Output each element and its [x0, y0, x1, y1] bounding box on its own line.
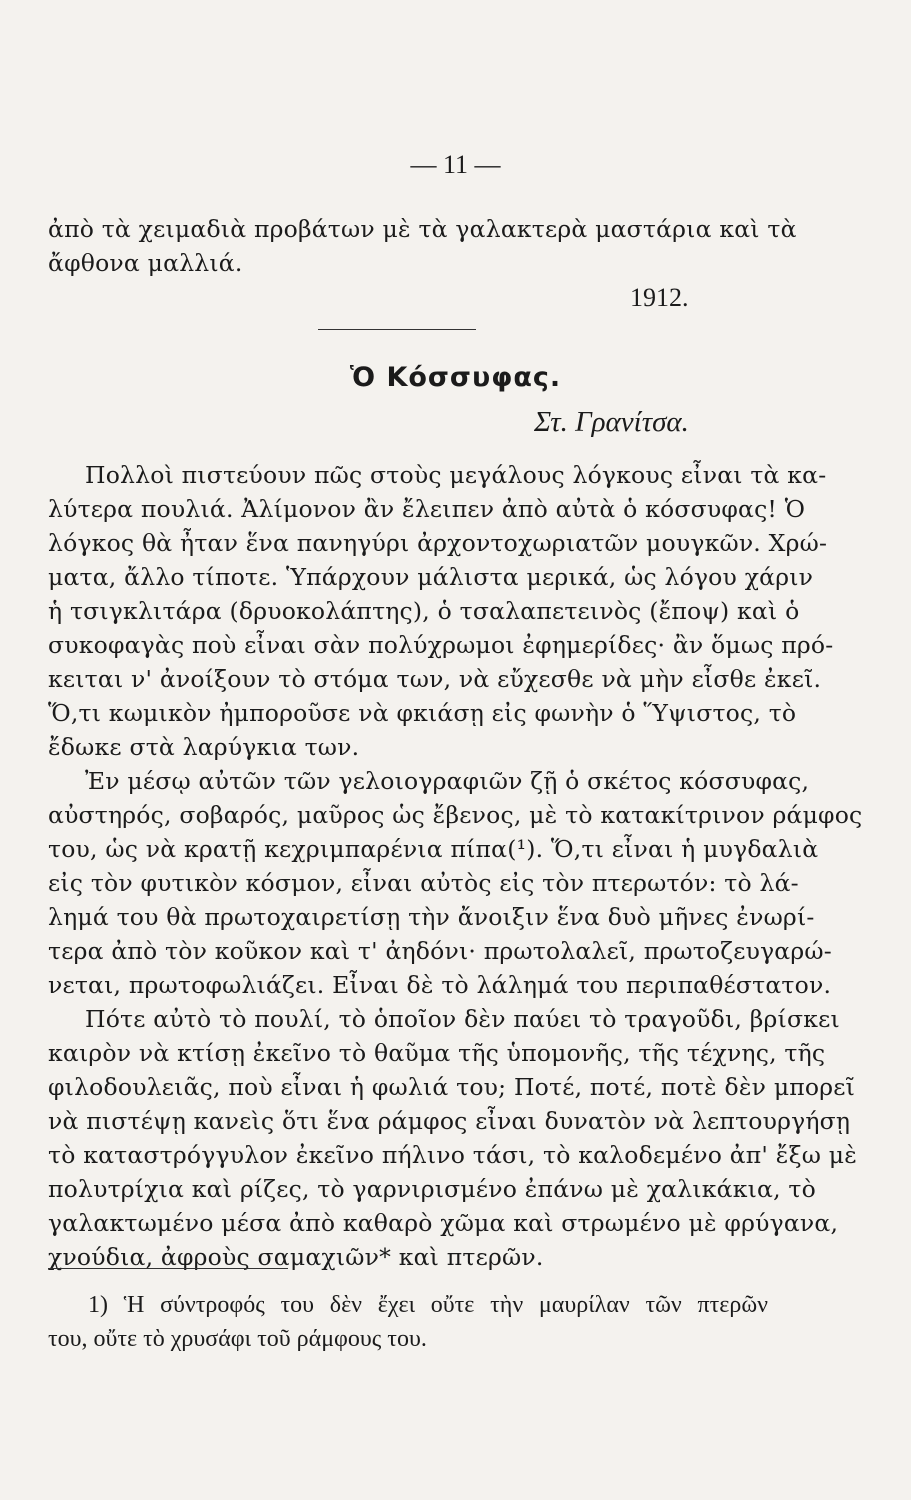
page-number: — 11 —: [410, 150, 501, 179]
paragraph-line: ἡ τσιγκλιτάρα (δρυοκολάπτης), ὁ τσαλαπετεινὸς (ἔποψ) καὶ ὁ: [48, 597, 800, 625]
paragraph-line: ματα, ἄλλο τίποτε. Ὑπάρχουν μάλιστα μερικά, ὡς λόγου χάριν: [48, 563, 814, 591]
date-year: 1912.: [630, 283, 689, 312]
paragraph-line: τερα ἀπὸ τὸν κοῦκον καὶ τ' ἀηδόνι· πρωτολαλεῖ, πρωτοζευγαρώ-: [48, 937, 832, 965]
paragraph-line: τὸ καταστρόγγυλον ἐκεῖνο πήλινο τάσι, τὸ καλοδεμένο ἀπ' ἔξω μὲ: [48, 1141, 858, 1169]
poem-title: Ὁ Κόσσυφας.: [349, 362, 562, 393]
paragraph-line: νὰ πιστέψῃ κανεὶς ὅτι ἕνα ράμφος εἶναι δυνατὸν νὰ λεπτουργήσῃ: [48, 1107, 851, 1135]
paragraph-line: Πότε αὐτὸ τὸ πουλί, τὸ ὁποῖον δὲν παύει τὸ τραγοῦδι, βρίσκει: [85, 1005, 840, 1033]
footnote-line: 1) Ἡ σύντροφός του δὲν ἔχει οὔτε τὴν μαυρίλαν τῶν πτερῶν: [88, 1292, 768, 1318]
paragraph-line: λύτερα πουλιά. Ἀλίμονον ἂν ἔλειπεν ἀπὸ αὐτὰ ὁ κόσσυφας! Ὁ: [48, 495, 806, 523]
paragraph-line: γαλακτωμένο μέσα ἀπὸ καθαρὸ χῶμα καὶ στρωμένο μὲ φρύγανα,: [48, 1209, 839, 1237]
paragraph-line: χνούδια, ἀφροὺς σαμαχιῶν* καὶ πτερῶν.: [48, 1243, 544, 1271]
section-divider: [318, 329, 476, 330]
paragraph-line: εἰς τὸν φυτικὸν κόσμον, εἶναι αὐτὸς εἰς τὸν πτερωτόν: τὸ λά-: [48, 869, 799, 897]
intro-line: ἄφθονα μαλλιά.: [48, 249, 243, 277]
paragraph-line: λόγκος θὰ ἦταν ἕνα πανηγύρι ἀρχοντοχωριατῶν μουγκῶν. Χρώ-: [48, 529, 828, 557]
author-name: Στ. Γρανίτσα.: [534, 406, 689, 438]
paragraph-line: φιλοδουλειᾶς, ποὺ εἶναι ἡ φωλιά του; Ποτέ, ποτέ, ποτὲ δὲν μπορεῖ: [48, 1073, 856, 1101]
paragraph-line: Πολλοὶ πιστεύουν πῶς στοὺς μεγάλους λόγκους εἶναι τὰ κα-: [85, 461, 827, 489]
paragraph-line: πολυτρίχια καὶ ρίζες, τὸ γαρνιρισμένο ἐπάνω μὲ χαλικάκια, τὸ: [48, 1175, 816, 1203]
paragraph-line: ἔδωκε στὰ λαρύγκια των.: [48, 733, 360, 761]
paragraph-line: Ὅ,τι κωμικὸν ἠμποροῦσε νὰ φκιάσῃ εἰς φωνὴν ὁ Ὕψιστος, τὸ: [48, 699, 797, 727]
paragraph-line: Ἐν μέσῳ αὐτῶν τῶν γελοιογραφιῶν ζῇ ὁ σκέτος κόσσυφας,: [85, 767, 810, 795]
paragraph-line: καιρὸν νὰ κτίσῃ ἐκεῖνο τὸ θαῦμα τῆς ὑπομονῆς, τῆς τέχνης, τῆς: [48, 1039, 826, 1067]
paragraph-line: λημά του θὰ πρωτοχαιρετίσῃ τὴν ἄνοιξιν ἕνα δυὸ μῆνες ἐνωρί-: [48, 903, 815, 931]
paragraph-line: του, ὡς νὰ κρατῇ κεχριμπαρένια πίπα(¹). Ὅ,τι εἶναι ἡ μυγδαλιὰ: [48, 835, 819, 863]
paragraph-line: συκοφαγὰς ποὺ εἶναι σὰν πολύχρωμοι ἐφημερίδες· ἂν ὅμως πρό-: [48, 631, 834, 659]
paragraph-line: αὐστηρός, σοβαρός, μαῦρος ὡς ἔβενος, μὲ τὸ κατακίτρινον ράμφος: [48, 801, 863, 829]
paragraph-line: νεται, πρωτοφωλιάζει. Εἶναι δὲ τὸ λάλημά του περιπαθέστατον.: [48, 971, 832, 999]
intro-line: ἀπὸ τὰ χειμαδιὰ προβάτων μὲ τὰ γαλακτερὰ μαστάρια καὶ τὰ: [48, 215, 797, 243]
footnote-divider: [48, 1268, 288, 1269]
paragraph-line: κειται ν' ἀνοίξουν τὸ στόμα των, νὰ εὔχεσθε νὰ μὴν εἶσθε ἐκεῖ.: [48, 665, 822, 693]
footnote-line: του, οὔτε τὸ χρυσάφι τοῦ ράμφους του.: [48, 1326, 427, 1352]
